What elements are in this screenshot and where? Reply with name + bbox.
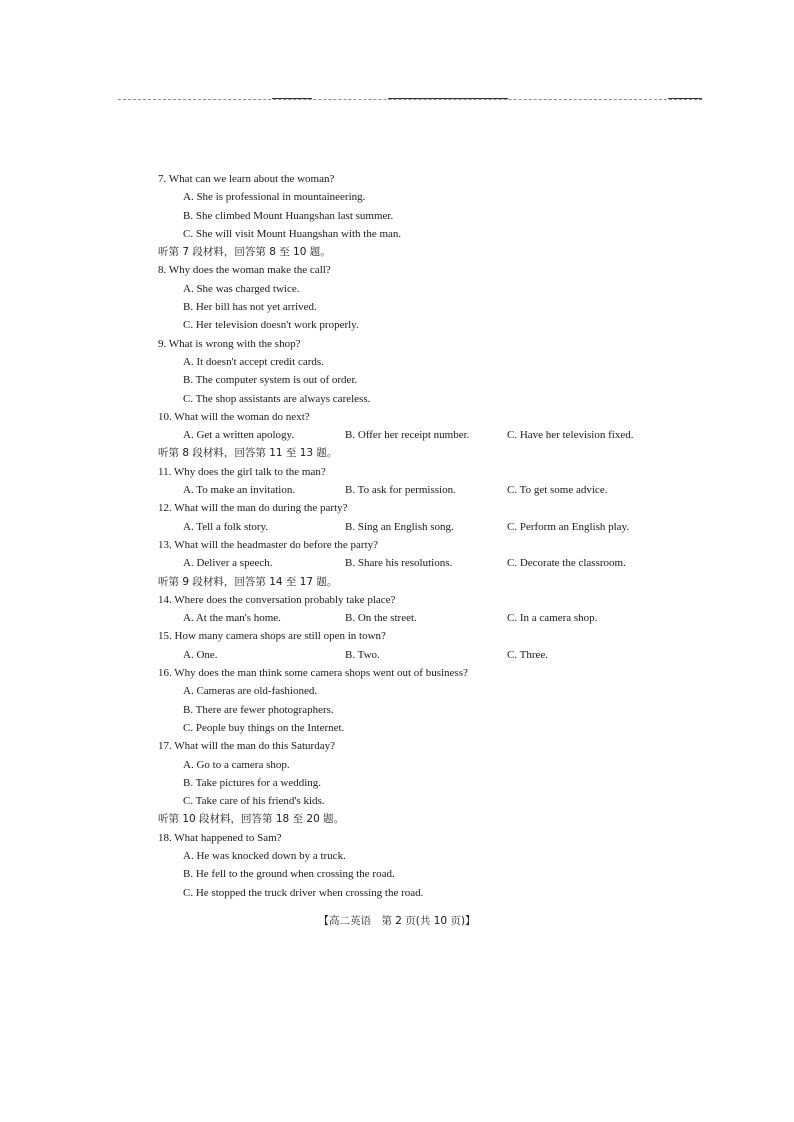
question-text: 7. What can we learn about the woman?	[158, 173, 335, 185]
header-rule-segment	[272, 98, 312, 99]
answer-option: A. To make an invitation.	[183, 484, 296, 497]
answer-option-row	[158, 646, 658, 664]
answer-option: A. Go to a camera shop.	[183, 758, 290, 771]
answer-option: A. At the man's home.	[183, 612, 281, 625]
section-heading: 听第 9 段材料，回答第 14 至 17 题。	[158, 575, 338, 588]
answer-option: B. There are fewer photographers.	[183, 703, 334, 716]
answer-option-row	[158, 609, 658, 627]
section-heading: 听第 10 段材料，回答第 18 至 20 题。	[158, 813, 345, 826]
answer-option: A. Get a written apology.	[183, 429, 295, 442]
question-text: 8. Why does the woman make the call?	[158, 264, 331, 277]
answer-option-row	[158, 481, 658, 499]
answer-option: B. Share his resolutions.	[345, 557, 453, 570]
answer-option: C. Three.	[507, 648, 549, 661]
answer-option: C. In a camera shop.	[507, 612, 598, 625]
answer-option: A. She is professional in mountaineering.	[183, 191, 366, 204]
answer-option: B. On the street.	[345, 612, 417, 625]
header-rule	[118, 99, 702, 100]
answer-option: B. Take pictures for a wedding.	[183, 776, 322, 789]
answer-option: B. He fell to the ground when crossing the road.	[183, 868, 395, 881]
answer-option: B. Two.	[345, 648, 380, 661]
answer-option: A. He was knocked down by a truck.	[183, 849, 346, 862]
answer-option: C. Take care of his friend's kids.	[183, 795, 325, 808]
question-text: 10. What will the woman do next?	[158, 410, 310, 423]
question-text: 17. What will the man do this Saturday?	[158, 740, 335, 753]
answer-option: A. Cameras are old-fashioned.	[183, 685, 318, 698]
answer-option: A. It doesn't accept credit cards.	[183, 355, 324, 368]
answer-option: C. Her television doesn't work properly.	[183, 319, 359, 332]
answer-option: C. Decorate the classroom.	[507, 557, 626, 570]
question-text: 9. What is wrong with the shop?	[158, 337, 301, 350]
answer-option: C. The shop assistants are always careless.	[183, 392, 371, 405]
answer-option: C. People buy things on the Internet.	[183, 721, 345, 734]
question-text: 14. Where does the conversation probably take place?	[158, 593, 396, 606]
header-rule-segment	[668, 98, 702, 99]
section-heading: 听第 8 段材料，回答第 11 至 13 题。	[158, 447, 338, 460]
answer-option: C. To get some advice.	[507, 484, 608, 497]
header-rule-segment	[388, 98, 508, 99]
question-text: 11. Why does the girl talk to the man?	[158, 465, 326, 478]
answer-option: C. He stopped the truck driver when crossing the road.	[183, 886, 424, 899]
answer-option: B. To ask for permission.	[345, 484, 456, 497]
question-text: 16. Why does the man think some camera shops went out of business?	[158, 667, 468, 680]
answer-option: A. Tell a folk story.	[183, 520, 269, 533]
answer-option: C. Have her television fixed.	[507, 429, 634, 442]
question-text: 18. What happened to Sam?	[158, 831, 282, 844]
answer-option: B. Offer her receipt number.	[345, 429, 470, 442]
answer-option: A. One.	[183, 648, 218, 661]
answer-option: A. She was charged twice.	[183, 282, 300, 295]
answer-option-row	[158, 518, 658, 536]
answer-option: C. She will visit Mount Huangshan with the man.	[183, 227, 402, 240]
answer-option: B. The computer system is out of order.	[183, 374, 358, 387]
page-footer: 【高二英语 第 2 页(共 10 页)】	[318, 915, 476, 927]
answer-option: C. Perform an English play.	[507, 520, 630, 533]
answer-option: B. Sing an English song.	[345, 520, 454, 533]
answer-option: A. Deliver a speech.	[183, 557, 273, 570]
question-list	[158, 170, 658, 902]
question-text: 15. How many camera shops are still open in town?	[158, 630, 386, 643]
answer-option-row	[158, 426, 658, 444]
question-text: 12. What will the man do during the party?	[158, 502, 348, 515]
answer-option: B. She climbed Mount Huangshan last summer.	[183, 209, 394, 222]
section-heading: 听第 7 段材料，回答第 8 至 10 题。	[158, 246, 331, 259]
answer-option: B. Her bill has not yet arrived.	[183, 301, 317, 314]
answer-option-row	[158, 554, 658, 572]
question-text: 13. What will the headmaster do before the party?	[158, 538, 379, 551]
